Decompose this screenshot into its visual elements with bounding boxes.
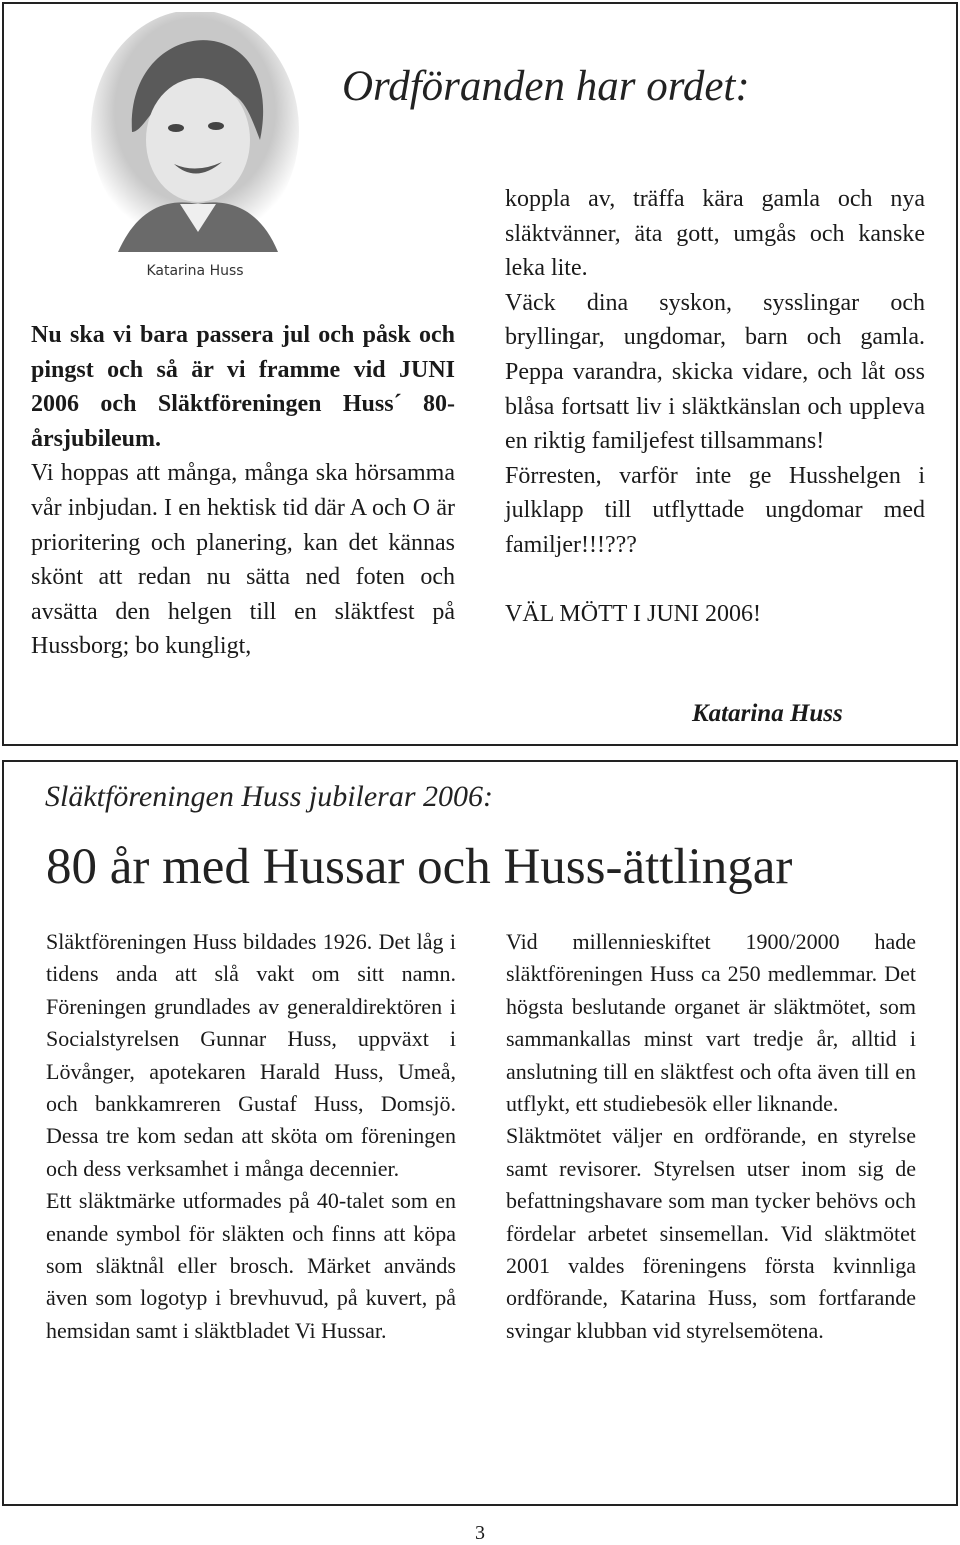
portrait-photo <box>88 12 302 288</box>
chairman-intro-bold: Nu ska vi bara passera jul och påsk och pingst och så är vi framme vid JUNI 2006 och Släktföreningen Huss´ 80-årsjubileum. <box>31 322 455 452</box>
signature: Katarina Huss <box>692 700 843 727</box>
paragraph-spacer <box>505 563 925 597</box>
chairman-paragraph-2: Väck dina syskon, sysslingar och bryllingar, ungdomar, barn och gamla. Peppa varandra, skicka vidare, och låt oss blåsa fortsatt liv i släktkänslan och uppleva en riktig familjefest tillsammans! <box>505 289 925 455</box>
article-paragraph-3: Vid millennieskiftet 1900/2000 hade släktföreningen Huss ca 250 medlemmar. Det högsta beslutande organet är släktmötet, som sammankallas minst vart tredje år, alltid i anslutning till en släktfest och ofta även till en utflykt, ett studiebesök eller liknande. <box>506 929 916 1117</box>
chairman-right-column <box>505 182 925 631</box>
article-paragraph-4: Släktmötet väljer en ordförande, en styrelse samt revisorer. Styrelsen utser inom sig de befattningshavare som man tycker behövs och fördelar arbetet sinsemellan. Vid släktmötet 2001 valdes föreningens första kvinnliga ordförande, Katarina Huss, som fortfarande svingar klubban vid styrelsemötena. <box>506 1123 916 1343</box>
article-right-column <box>506 926 916 1347</box>
chairman-paragraph-1: koppla av, träffa kära gamla och nya släktvänner, äta gott, umgås och kanske leka lite. <box>505 186 925 282</box>
article-kicker: Släktföreningen Huss jubilerar 2006: <box>45 780 494 813</box>
chairman-left-column <box>31 318 455 664</box>
chairman-greeting: VÄL MÖTT I JUNI 2006! <box>505 600 761 627</box>
chairman-paragraph-3: Förresten, varför inte ge Husshelgen i julklapp till utflyttade ungdomar med familjer!!!??? <box>505 462 925 558</box>
chairman-intro-body: Vi hoppas att många, många ska hörsamma vår inbjudan. I en hektisk tid där A och O är prioritering och planering, kan det kännas skönt att redan nu sätta ned foten och avsätta den helgen till en släktfest på Hussborg; bo kungligt, <box>31 460 455 660</box>
article-title: 80 år med Hussar och Huss-ättlingar <box>46 839 793 895</box>
portrait-caption: Katarina Huss <box>146 263 244 279</box>
portrait-image <box>88 12 302 288</box>
article-paragraph-1: Släktföreningen Huss bildades 1926. Det låg i tidens anda att slå vakt om sitt namn. Föreningen grundlades av generaldirektören i Socialstyrelsen Gunnar Huss, uppväxt i Lövånger, apotekaren Harald Huss, Umeå, och bankkamreren Gustaf Huss, Domsjö. Dessa tre kom sedan att sköta om föreningen och dess verksamhet i många decennier. <box>46 929 456 1181</box>
article-paragraph-2: Ett släktmärke utformades på 40-talet som en enande symbol för släkten och finns att köpa som släktnål eller brosch. Märket används även som logotyp i brevhuvud, på kuvert, på hemsidan samt i släktbladet Vi Hussar. <box>46 1188 456 1343</box>
page-number: 3 <box>475 1522 485 1544</box>
chairman-column-title: Ordföranden har ordet: <box>342 63 750 110</box>
article-left-column <box>46 926 456 1347</box>
